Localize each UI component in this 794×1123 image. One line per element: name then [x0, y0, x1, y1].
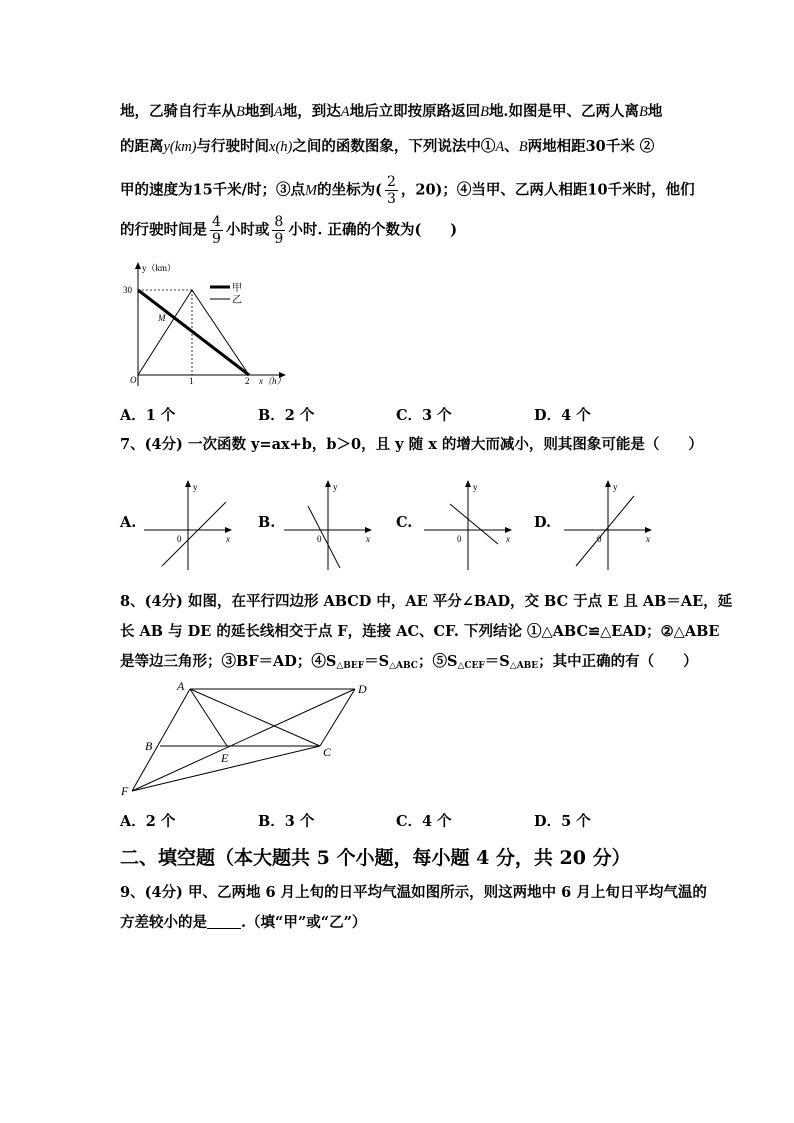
- y-tick-30: 30: [123, 285, 132, 295]
- q8-line-3: 是等边三角形；③BF＝AD；$④S_{\triangle BEF}=S_{\triangle ABC}$；$⑤S_{\triangle CEF}=S_{\triangle ABE}$；其中正确的有（ ）: [120, 653, 698, 671]
- q6-distance-time-graph: [112, 258, 302, 390]
- function-line: [308, 506, 340, 568]
- q8-line-1: 8、(4分) 如图，在平行四边形 ABCD 中，AE 平分∠BAD，交 BC 于点 E 且 AB＝AE，延: [120, 593, 733, 610]
- segment-ac: [190, 689, 320, 746]
- legend-jia: 甲: [232, 283, 242, 294]
- x-tick-1: 1: [189, 376, 194, 386]
- legend-yi: 乙: [232, 295, 242, 306]
- q6-line-2: 的距离y(km)与行驶时间x(h)之间的函数图象，下列说法中①A、B两地相距30千米 ②: [120, 138, 655, 155]
- x-axis-label: x（h）: [259, 376, 286, 386]
- label-e: E: [221, 751, 229, 765]
- q8-option-c[interactable]: C．4 个: [396, 813, 452, 830]
- svg-text:0: 0: [597, 534, 602, 544]
- label-b: B: [145, 739, 153, 753]
- q6-option-a[interactable]: A．1 个: [120, 407, 176, 424]
- q8-option-b[interactable]: B．3 个: [258, 813, 315, 830]
- q6-option-d[interactable]: D．4 个: [534, 407, 591, 424]
- q7-option-c-graph[interactable]: [420, 478, 520, 573]
- q9-line-2: 方差较小的是 .（填“甲”或“乙”）: [120, 914, 367, 931]
- q7-option-a-label[interactable]: A.: [120, 514, 137, 531]
- y-axis-arrow: [135, 262, 141, 269]
- svg-text:0: 0: [177, 534, 182, 544]
- q6-option-c[interactable]: C．3 个: [396, 407, 452, 424]
- q9-answer-blank[interactable]: [207, 914, 241, 929]
- svg-text:y: y: [193, 482, 198, 492]
- q6-line-3: 甲的速度为15千米/时；③点M的坐标为( $\frac{2}{3}$ ，20)；④当甲、乙两人相距10千米时，他们: [120, 174, 695, 207]
- function-line: [162, 502, 226, 566]
- q6-line-1: 地，乙骑自行车从B地到A地，到达A地后立即按原路返回B地.如图是甲、乙两人离B地: [120, 103, 663, 120]
- label-c: C: [323, 745, 332, 759]
- q8-parallelogram-figure: [115, 676, 375, 806]
- q7-option-a-graph[interactable]: [140, 478, 240, 573]
- q7-option-b-graph[interactable]: [280, 478, 380, 573]
- svg-text:x: x: [366, 534, 370, 544]
- svg-text:x: x: [506, 534, 510, 544]
- label-a: A: [177, 679, 185, 693]
- q8-option-a[interactable]: A．2 个: [120, 813, 176, 830]
- q8-line-2: 长 AB 与 DE 的延长线相交于点 F，连接 AC、CF. 下列结论 ①△ABC≌△EAD；②△ABE: [120, 623, 720, 640]
- svg-text:y: y: [613, 482, 618, 492]
- q6-line-4: 的行驶时间是 $\frac{4}{9}$ 小时或 $\frac{8}{9}$ 小时. 正确的个数为( ): [120, 214, 458, 247]
- label-d: D: [358, 682, 367, 696]
- point-m-label: M: [158, 313, 166, 323]
- q7-option-d-label[interactable]: D.: [534, 514, 552, 531]
- q7-option-c-label[interactable]: C.: [396, 514, 413, 531]
- svg-text:y: y: [333, 482, 338, 492]
- q7-stem: 7、(4分) 一次函数 y=ax+b，b＞0，且 y 随 x 的增大而减小，则其图象可能是（ ）: [120, 436, 703, 453]
- svg-text:0: 0: [457, 534, 462, 544]
- q7-option-b-label[interactable]: B.: [258, 514, 276, 531]
- y-axis-label: y（km）: [142, 263, 177, 273]
- segment-fd: [132, 689, 355, 791]
- svg-text:0: 0: [317, 534, 322, 544]
- svg-text:x: x: [646, 534, 650, 544]
- fraction-4-9: $\frac{4}{9}$: [212, 214, 221, 247]
- q6-option-b[interactable]: B．2 个: [258, 407, 315, 424]
- function-line: [576, 496, 634, 566]
- fraction-8-9: $\frac{8}{9}$: [274, 214, 284, 247]
- origin-label: O: [130, 375, 137, 385]
- q7-option-d-graph[interactable]: [560, 478, 660, 573]
- section-2-title: 二、填空题（本大题共 5 个小题，每小题 4 分，共 20 分）: [120, 847, 631, 869]
- segment-af: [132, 689, 190, 791]
- label-f: F: [121, 784, 129, 798]
- svg-text:y: y: [473, 482, 478, 492]
- q9-line-1: 9、(4分) 甲、乙两地 6 月上旬的日平均气温如图所示，则这两地中 6 月上旬日平均气温的: [120, 884, 707, 901]
- fraction-2-3: $\frac{2}{3}$: [386, 174, 396, 207]
- q8-option-d[interactable]: D．5 个: [534, 813, 591, 830]
- x-tick-2: 2: [245, 376, 250, 386]
- svg-text:x: x: [226, 534, 230, 544]
